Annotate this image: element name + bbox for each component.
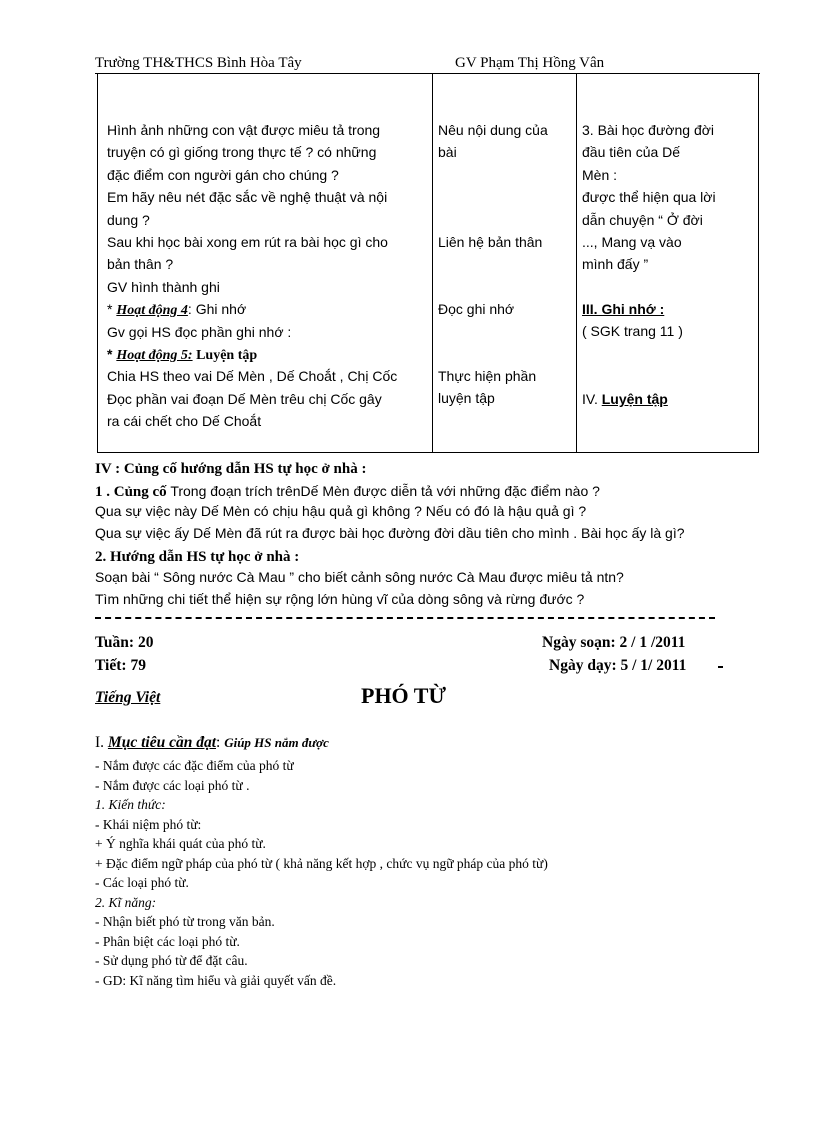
table-line: Sau khi học bài xong em rút ra bài học gì cho bbox=[107, 233, 388, 250]
table-line: truyện có gì giống trong thực tế ? có những bbox=[107, 144, 377, 161]
objectives-title: Mục tiêu cần đạt bbox=[107, 734, 216, 751]
week-label: Tuần: 20 bbox=[95, 634, 154, 651]
table-col-student-tasks-d bbox=[438, 365, 536, 410]
summary-heading: III. Ghi nhớ : bbox=[582, 301, 665, 317]
activity-5-line bbox=[107, 343, 397, 365]
table-line: Đọc ghi nhớ bbox=[438, 301, 515, 317]
table-line: Hình ảnh những con vật được miêu tả trong bbox=[107, 122, 381, 138]
table-line: Chia HS theo vai Dế Mèn , Dế Choắt , Chị Cốc bbox=[107, 368, 398, 385]
table-col-content-a bbox=[582, 119, 716, 276]
school-name: Trường TH&THCS Bình Hòa Tây bbox=[95, 55, 302, 71]
objectives-prefix: I. bbox=[95, 734, 108, 751]
skill-item: - Nhận biết phó từ trong văn bản. bbox=[95, 914, 275, 929]
table-line: Liên hệ bản thân bbox=[438, 234, 543, 250]
objectives-note: Giúp HS nắm được bbox=[224, 735, 329, 750]
knowledge-item: + Đặc điểm ngữ pháp của phó từ ( khả năng kết hợp , chức vụ ngữ pháp của phó từ) bbox=[95, 855, 548, 871]
section-4-title: IV : Củng cố hướng dẫn HS tự học ở nhà : bbox=[95, 461, 367, 477]
activity-5-rest: Luyện tập bbox=[192, 347, 258, 363]
table-column-divider bbox=[576, 73, 577, 453]
teach-date: Ngày dạy: 5 / 1/ 2011 bbox=[549, 657, 687, 674]
practice-prefix: IV. bbox=[582, 391, 602, 407]
section-4-paragraph-1 bbox=[95, 481, 600, 504]
knowledge-item: + Ý nghĩa khái quát của phó từ. bbox=[95, 836, 266, 851]
table-col-student-tasks-b bbox=[438, 231, 542, 253]
activity-4-rest: : Ghi nhớ bbox=[187, 301, 247, 318]
activity-4-label: Hoạt động 4 bbox=[116, 303, 188, 319]
table-line: ra cái chết cho Dế Choắt bbox=[107, 413, 262, 430]
table-line: luyện tập bbox=[438, 390, 495, 407]
table-line: 3. Bài học đường đời bbox=[582, 122, 715, 138]
dashed-divider bbox=[95, 617, 715, 619]
table-column-divider bbox=[432, 73, 433, 453]
section-4-paragraph-6: Tìm những chi tiết thể hiện sự rộng lớn hùng vĩ của dòng sông và rừng đước ? bbox=[95, 591, 585, 607]
activity-5-star: * bbox=[107, 345, 117, 362]
table-line: Thực hiện phần bbox=[438, 368, 537, 384]
period-label: Tiết: 79 bbox=[95, 657, 146, 674]
skill-item: - GD: Kĩ năng tìm hiểu và giải quyết vấn đề. bbox=[95, 972, 337, 988]
knowledge-item: - Khái niệm phó từ: bbox=[95, 816, 202, 832]
practice-heading: Luyện tập bbox=[601, 391, 668, 407]
section-4-subtitle: 2. Hướng dẫn HS tự học ở nhà : bbox=[95, 549, 300, 565]
skill-item: - Sử dụng phó từ để đặt câu. bbox=[95, 953, 248, 968]
objectives-colon: : bbox=[216, 734, 225, 751]
section-4-paragraph-3: Qua sự việc ấy Dế Mèn đã rút ra được bài học đường đời dầu tiên cho mình . Bài học ấy là gì? bbox=[95, 525, 685, 541]
objectives-list bbox=[95, 756, 548, 990]
prep-date: Ngày soạn: 2 / 1 /2011 bbox=[542, 634, 686, 651]
consolidation-text: Trong đoạn trích trênDế Mèn được diễn tả với những đặc điểm nào ? bbox=[166, 483, 600, 499]
table-line: dẫn chuyện “ Ở đời bbox=[582, 211, 703, 228]
table-line: ( SGK trang 11 ) bbox=[582, 323, 683, 340]
table-line: Mèn : bbox=[582, 166, 618, 183]
consolidation-label: 1 . Củng cố bbox=[95, 484, 167, 500]
table-line: GV hình thành ghi bbox=[107, 278, 220, 295]
table-line: Gv gọi HS đọc phần ghi nhớ : bbox=[107, 323, 292, 340]
activity-4-star: * bbox=[107, 301, 117, 318]
skill-item: - Phân biệt các loại phó từ. bbox=[95, 933, 240, 949]
table-col-content-c bbox=[582, 388, 668, 410]
lesson-title: PHÓ TỪ bbox=[361, 683, 446, 708]
objective-item: - Nắm được các đặc điểm của phó từ bbox=[95, 758, 294, 773]
knowledge-item: - Các loại phó từ. bbox=[95, 875, 189, 890]
section-4-paragraph-2: Qua sự việc này Dế Mèn có chịu hậu quả gì không ? Nếu có đó là hậu quả gì ? bbox=[95, 503, 587, 519]
table-line: mình đấy ” bbox=[582, 256, 649, 273]
objective-item: - Nắm được các loại phó từ . bbox=[95, 777, 250, 793]
table-col-activities bbox=[107, 119, 397, 432]
table-line: đầu tiên của Dế bbox=[582, 144, 681, 161]
table-line: Nêu nội dung của bbox=[438, 122, 548, 138]
subject-label: Tiếng Việt bbox=[95, 689, 161, 706]
table-col-student-tasks-c bbox=[438, 298, 514, 320]
table-line: dung ? bbox=[107, 211, 150, 228]
table-line: bản thân ? bbox=[107, 256, 174, 273]
knowledge-title: 1. Kiến thức: bbox=[95, 797, 166, 812]
table-line: đặc điểm con người gán cho chúng ? bbox=[107, 166, 339, 183]
dash-mark bbox=[718, 666, 723, 668]
table-col-content-b bbox=[582, 298, 683, 343]
table-line: Em hãy nêu nét đặc sắc về nghệ thuật và nội bbox=[107, 189, 388, 206]
activity-5-label: Hoạt động 5: bbox=[116, 347, 193, 363]
teacher-name: GV Phạm Thị Hồng Vân bbox=[455, 55, 605, 71]
table-line: được thể hiện qua lời bbox=[582, 189, 716, 206]
table-line: bài bbox=[438, 144, 457, 161]
section-4-paragraph-5: Soạn bài “ Sông nước Cà Mau ” cho biết cảnh sông nước Cà Mau được miêu tả ntn? bbox=[95, 569, 624, 585]
activity-4-line bbox=[107, 298, 397, 320]
table-line: Đọc phần vai đoạn Dế Mèn trêu chị Cốc gây bbox=[107, 390, 382, 407]
skills-title: 2. Kĩ năng: bbox=[95, 894, 157, 910]
table-col-student-tasks-a bbox=[438, 119, 548, 164]
objectives-heading bbox=[95, 734, 329, 752]
table-line: ..., Mang vạ vào bbox=[582, 233, 682, 250]
